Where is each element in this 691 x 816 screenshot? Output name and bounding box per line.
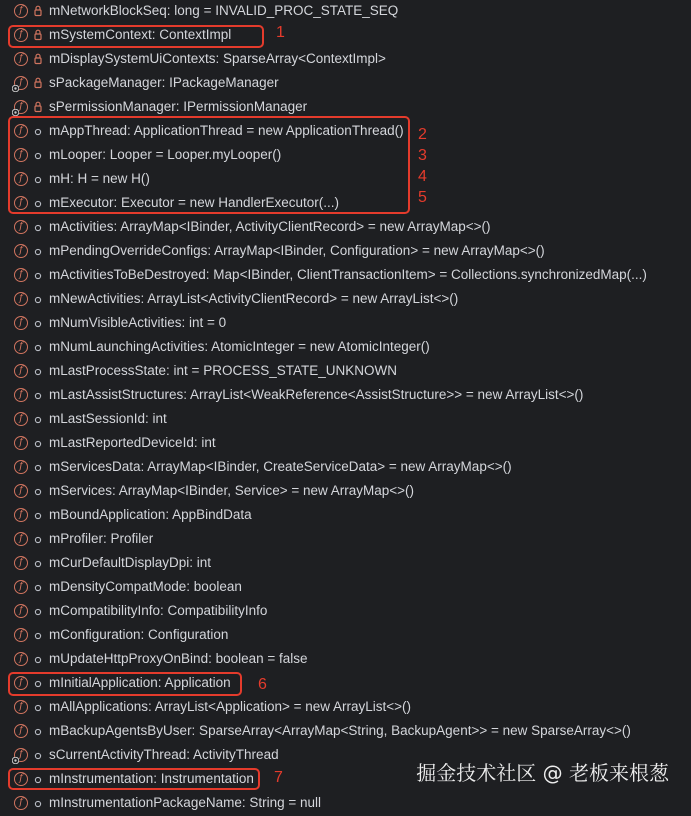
highlight-box-2-5 xyxy=(8,116,410,214)
field-row[interactable] xyxy=(0,648,691,672)
field-row[interactable] xyxy=(0,264,691,288)
lock-icon xyxy=(34,53,42,65)
package-private-icon xyxy=(34,653,42,665)
field-row[interactable] xyxy=(0,288,691,312)
field-signature: mServices: ArrayMap<IBinder, Service> = new ArrayMap<>() xyxy=(49,483,415,498)
package-private-icon xyxy=(34,581,42,593)
package-private-icon xyxy=(34,557,42,569)
package-private-icon xyxy=(34,701,42,713)
field-signature: mLastAssistStructures: ArrayList<WeakReference<AssistStructure>> = new ArrayList<>() xyxy=(49,387,584,402)
package-private-icon xyxy=(34,413,42,425)
field-icon: f xyxy=(14,52,28,66)
field-signature: mAllApplications: ArrayList<Application> = new ArrayList<>() xyxy=(49,699,412,714)
field-row[interactable] xyxy=(0,576,691,600)
field-icon: f xyxy=(14,796,28,810)
field-signature: mLastProcessState: int = PROCESS_STATE_UNKNOWN xyxy=(49,363,397,378)
highlight-box-1 xyxy=(8,25,264,48)
field-signature: mBoundApplication: AppBindData xyxy=(49,507,252,522)
static-badge-icon xyxy=(12,85,19,92)
field-signature: mNetworkBlockSeq: long = INVALID_PROC_STATE_SEQ xyxy=(49,3,399,18)
field-signature: mProfiler: Profiler xyxy=(49,531,154,546)
lock-icon xyxy=(34,101,42,113)
package-private-icon xyxy=(34,341,42,353)
field-signature: mBackupAgentsByUser: SparseArray<ArrayMap<String, BackupAgent>> = new SparseArray<>() xyxy=(49,723,631,738)
field-icon: f xyxy=(14,676,28,690)
field-row[interactable] xyxy=(0,528,691,552)
field-signature: mH: H = new H() xyxy=(49,171,150,186)
field-signature: mExecutor: Executor = new HandlerExecutor(...) xyxy=(49,195,339,210)
field-signature: mNumLaunchingActivities: AtomicInteger = new AtomicInteger() xyxy=(49,339,430,354)
field-row[interactable] xyxy=(0,384,691,408)
field-icon: f xyxy=(14,172,28,186)
package-private-icon xyxy=(34,485,42,497)
field-icon: f xyxy=(14,748,28,762)
field-icon: f xyxy=(14,460,28,474)
field-signature: mInstrumentation: Instrumentation xyxy=(49,771,254,786)
field-icon: f xyxy=(14,628,28,642)
field-row[interactable] xyxy=(0,360,691,384)
field-row[interactable] xyxy=(0,480,691,504)
package-private-icon xyxy=(34,221,42,233)
field-signature: mNumVisibleActivities: int = 0 xyxy=(49,315,227,330)
package-private-icon xyxy=(34,461,42,473)
annotation-number: 1 xyxy=(276,24,285,41)
field-icon: f xyxy=(14,124,28,138)
package-private-icon xyxy=(34,749,42,761)
field-icon: f xyxy=(14,484,28,498)
field-icon: f xyxy=(14,76,28,90)
field-icon: f xyxy=(14,100,28,114)
field-icon: f xyxy=(14,196,28,210)
field-signature: mConfiguration: Configuration xyxy=(49,627,229,642)
field-icon: f xyxy=(14,28,28,42)
field-signature: mPendingOverrideConfigs: ArrayMap<IBinder, Configuration> = new ArrayMap<>() xyxy=(49,243,545,258)
package-private-icon xyxy=(34,245,42,257)
field-row[interactable] xyxy=(0,456,691,480)
field-signature: sPermissionManager: IPermissionManager xyxy=(49,99,308,114)
field-row[interactable] xyxy=(0,600,691,624)
field-row[interactable] xyxy=(0,72,691,96)
field-icon: f xyxy=(14,388,28,402)
field-icon: f xyxy=(14,220,28,234)
watermark: 掘金技术社区 @ 老板来根葱 xyxy=(416,761,669,785)
field-icon: f xyxy=(14,412,28,426)
package-private-icon xyxy=(34,533,42,545)
field-icon: f xyxy=(14,772,28,786)
field-icon: f xyxy=(14,724,28,738)
lock-icon xyxy=(34,77,42,89)
field-row[interactable] xyxy=(0,216,691,240)
field-signature: mNewActivities: ArrayList<ActivityClientRecord> = new ArrayList<>() xyxy=(49,291,459,306)
static-badge-icon xyxy=(12,109,19,116)
field-icon: f xyxy=(14,364,28,378)
annotation-number: 7 xyxy=(274,769,283,786)
package-private-icon xyxy=(34,605,42,617)
field-icon: f xyxy=(14,316,28,330)
field-signature: mActivities: ArrayMap<IBinder, ActivityClientRecord> = new ArrayMap<>() xyxy=(49,219,491,234)
field-icon: f xyxy=(14,508,28,522)
package-private-icon xyxy=(34,293,42,305)
field-icon: f xyxy=(14,340,28,354)
package-private-icon xyxy=(34,725,42,737)
field-icon: f xyxy=(14,436,28,450)
field-signature: mActivitiesToBeDestroyed: Map<IBinder, ClientTransactionItem> = Collections.synchronizedMap(...) xyxy=(49,267,647,282)
field-row[interactable] xyxy=(0,696,691,720)
field-signature: mLastSessionId: int xyxy=(49,411,167,426)
static-badge-icon xyxy=(12,757,19,764)
field-signature: sPackageManager: IPackageManager xyxy=(49,75,279,90)
field-signature: mLastReportedDeviceId: int xyxy=(49,435,216,450)
field-icon: f xyxy=(14,292,28,306)
field-icon: f xyxy=(14,268,28,282)
lock-icon xyxy=(34,5,42,17)
field-icon: f xyxy=(14,4,28,18)
field-signature: mServicesData: ArrayMap<IBinder, CreateServiceData> = new ArrayMap<>() xyxy=(49,459,512,474)
field-row[interactable] xyxy=(0,312,691,336)
field-row[interactable] xyxy=(0,240,691,264)
field-icon: f xyxy=(14,700,28,714)
field-row[interactable] xyxy=(0,408,691,432)
field-signature: mCurDefaultDisplayDpi: int xyxy=(49,555,212,570)
field-signature: mUpdateHttpProxyOnBind: boolean = false xyxy=(49,651,308,666)
field-icon: f xyxy=(14,532,28,546)
package-private-icon xyxy=(34,629,42,641)
highlight-box-7 xyxy=(8,768,260,790)
highlight-box-6 xyxy=(8,672,242,696)
field-row[interactable] xyxy=(0,552,691,576)
field-row[interactable] xyxy=(0,0,691,24)
annotation-number: 3 xyxy=(418,147,427,164)
field-row[interactable] xyxy=(0,504,691,528)
field-row[interactable] xyxy=(0,720,691,744)
field-icon: f xyxy=(14,604,28,618)
package-private-icon xyxy=(34,269,42,281)
field-signature: mSystemContext: ContextImpl xyxy=(49,27,232,42)
package-private-icon xyxy=(34,437,42,449)
field-signature: mInstrumentationPackageName: String = null xyxy=(49,795,322,810)
field-icon: f xyxy=(14,556,28,570)
package-private-icon xyxy=(34,365,42,377)
field-icon: f xyxy=(14,580,28,594)
field-signature: mCompatibilityInfo: CompatibilityInfo xyxy=(49,603,268,618)
field-row[interactable] xyxy=(0,336,691,360)
package-private-icon xyxy=(34,389,42,401)
package-private-icon xyxy=(34,797,42,809)
field-row[interactable] xyxy=(0,48,691,72)
annotation-number: 4 xyxy=(418,168,427,185)
field-signature: mDensityCompatMode: boolean xyxy=(49,579,242,594)
field-signature: sCurrentActivityThread: ActivityThread xyxy=(49,747,279,762)
field-icon: f xyxy=(14,148,28,162)
field-row[interactable] xyxy=(0,624,691,648)
field-icon: f xyxy=(14,652,28,666)
field-signature: mAppThread: ApplicationThread = new ApplicationThread() xyxy=(49,123,404,138)
annotation-number: 6 xyxy=(258,676,267,693)
annotation-number: 5 xyxy=(418,189,427,206)
field-signature: mInitialApplication: Application xyxy=(49,675,231,690)
package-private-icon xyxy=(34,509,42,521)
field-row[interactable] xyxy=(0,792,691,816)
field-signature: mLooper: Looper = Looper.myLooper() xyxy=(49,147,282,162)
field-signature: mDisplaySystemUiContexts: SparseArray<ContextImpl> xyxy=(49,51,386,66)
package-private-icon xyxy=(34,317,42,329)
field-icon: f xyxy=(14,244,28,258)
annotation-number: 2 xyxy=(418,126,427,143)
field-row[interactable] xyxy=(0,432,691,456)
